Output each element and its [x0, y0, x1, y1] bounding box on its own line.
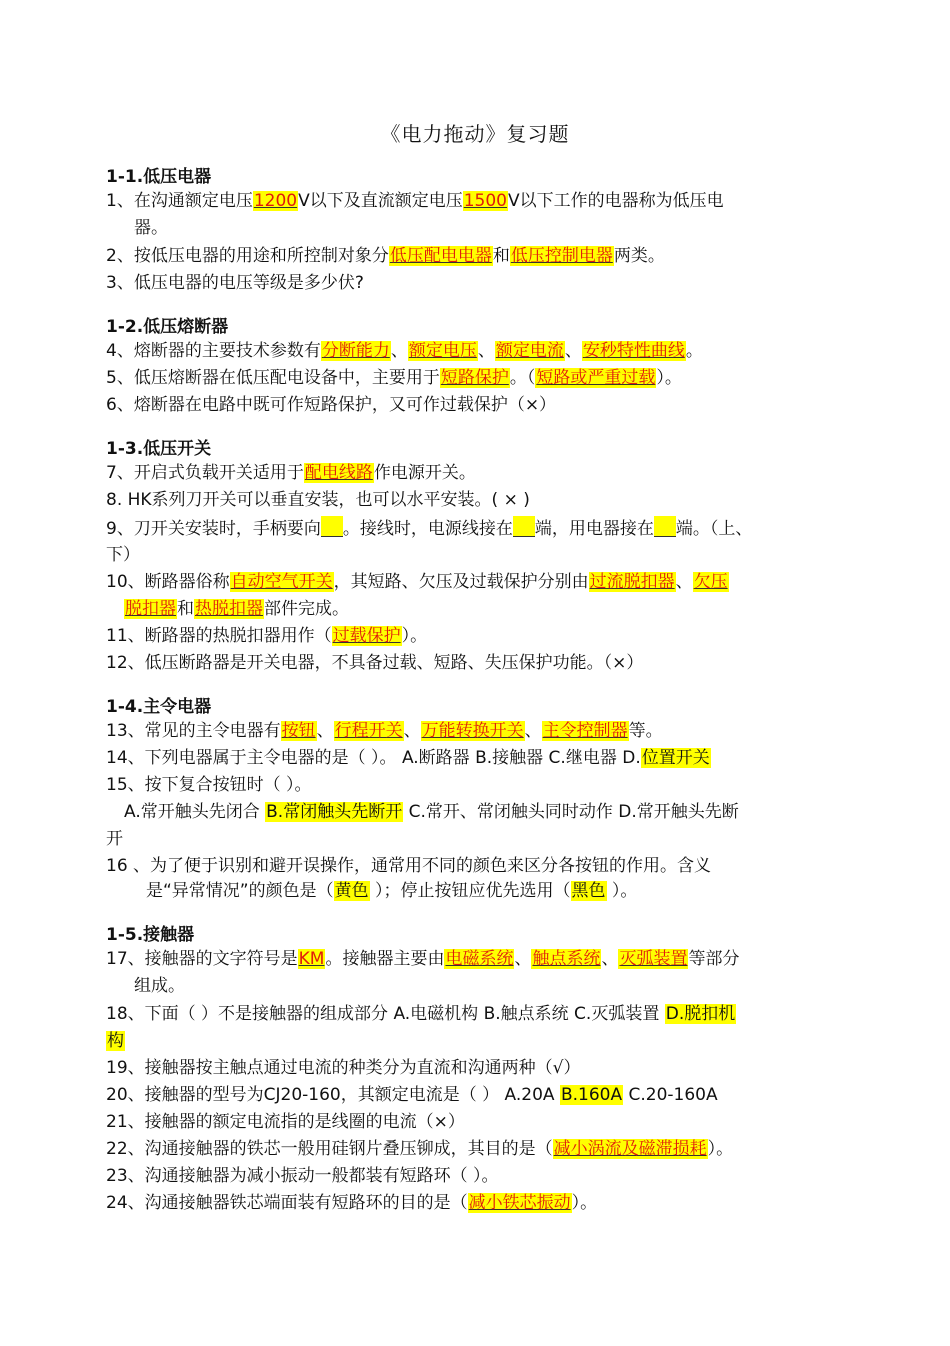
answer-highlight: 万能转换开关	[421, 721, 524, 741]
answer-highlight: 脱扣器	[125, 599, 176, 619]
answer-highlight: 1200	[253, 191, 298, 211]
question-line: 7、开启式负载开关适用于配电线路作电源开关。	[106, 463, 476, 483]
answer-highlight: 减小涡流及磁滞损耗	[553, 1139, 707, 1159]
answer-highlight: D.脱扣机	[665, 1004, 736, 1024]
question-line: 22、沟通接触器的铁芯一般用硅钢片叠压铆成，其目的是（减小涡流及磁滞损耗）。	[106, 1139, 734, 1159]
question-line: 5、低压熔断器在低压配电设备中，主要用于短路保护。（短路或严重过载）。	[106, 368, 682, 388]
answer-highlight: 主令控制器	[542, 721, 628, 741]
question-line: 21、接触器的额定电流指的是线圈的电流（×）	[106, 1112, 465, 1132]
answer-highlight: 1500	[463, 191, 507, 211]
question-line: 20、接触器的型号为CJ20-160，其额定电流是（ ） A.20A B.160A C.20-160A	[106, 1085, 718, 1105]
question-line: 2、按低压电器的用途和所控制对象分低压配电电器和低压控制电器两类。	[106, 246, 665, 266]
section-heading: 1-2.低压熔断器	[106, 317, 229, 337]
answer-highlight: B.常闭触头先断开	[266, 802, 403, 822]
answer-highlight: 热脱扣器	[195, 599, 263, 619]
answer-highlight: 低压控制电器	[510, 246, 613, 266]
question-line: 脱扣器和热脱扣器部件完成。	[125, 599, 349, 619]
answer-highlight: 过流脱扣器	[589, 572, 675, 592]
answer-highlight: 欠压	[693, 572, 728, 592]
question-line	[106, 1029, 125, 1053]
answer-blank	[321, 516, 343, 537]
answer-blank	[654, 516, 676, 537]
question-line: 3、低压电器的电压等级是多少伏?	[106, 273, 364, 293]
question-line: 组成。	[134, 976, 185, 996]
question-line: 16 、为了便于识别和避开误操作，通常用不同的颜色来区分各按钮的作用。含义	[106, 856, 712, 876]
section-heading: 1-4.主令电器	[106, 697, 212, 717]
answer-highlight: KM	[298, 949, 325, 969]
answer-highlight: 减小铁芯振动	[468, 1193, 571, 1213]
section-heading: 1-5.接触器	[106, 925, 195, 945]
question-line: 14、下列电器属于主令电器的是（ ）。 A.断路器 B.接触器 C.继电器 D.位置开关	[106, 748, 710, 768]
question-line: 12、低压断路器是开关电器，不具备过载、短路、失压保护功能。（×）	[106, 653, 644, 673]
question-line: 10、断路器俗称自动空气开关，其短路、欠压及过载保护分别由过流脱扣器、欠压	[106, 572, 728, 592]
answer-highlight: 短路或严重过载	[536, 368, 656, 388]
question-line: 17、接触器的文字符号是KM。接触器主要由电磁系统、触点系统、灭弧装置等部分	[106, 949, 740, 969]
section-heading: 1-3.低压开关	[106, 439, 212, 459]
question-line: 器。	[134, 218, 168, 238]
answer-highlight: 配电线路	[304, 463, 373, 483]
answer-highlight: 构	[107, 1031, 124, 1051]
question-line: 8. HK系列刀开关可以垂直安装，也可以水平安装。( × )	[106, 490, 530, 510]
answer-highlight: 自动空气开关	[230, 572, 333, 592]
question-line: 11、断路器的热脱扣器用作（过载保护）。	[106, 626, 428, 646]
question-line: 1、在沟通额定电压1200V以下及直流额定电压1500V以下工作的电器称为低压电	[106, 191, 724, 211]
answer-blank	[513, 516, 535, 537]
answer-highlight: 电磁系统	[445, 949, 514, 969]
answer-highlight: 分断能力	[321, 341, 390, 361]
answer-highlight: 黄色	[334, 881, 369, 901]
answer-highlight: 触点系统	[532, 949, 601, 969]
answer-highlight: 行程开关	[334, 721, 403, 741]
question-line: 13、常见的主令电器有按钮、行程开关、万能转换开关、主令控制器等。	[106, 721, 663, 741]
question-line: A.常开触头先闭合 B.常闭触头先断开 C.常开、常闭触头同时动作 D.常开触头先断	[124, 802, 739, 822]
question-line: 18、下面（ ）不是接触器的组成部分 A.电磁机构 B.触点系统 C.灭弧装置 D.脱扣机	[106, 1004, 736, 1024]
question-line: 6、熔断器在电路中既可作短路保护，又可作过载保护（×）	[106, 395, 557, 415]
question-line: 下）	[106, 545, 140, 565]
question-line: 4、熔断器的主要技术参数有分断能力、额定电压、额定电流、安秒特性曲线。	[106, 341, 703, 361]
question-line: 15、按下复合按钮时（ ）。	[106, 775, 312, 795]
answer-highlight: 位置开关	[641, 748, 710, 768]
answer-highlight: B.160A	[560, 1085, 623, 1105]
question-line: 开	[106, 829, 123, 849]
answer-highlight: 额定电压	[408, 341, 477, 361]
answer-highlight: 按钮	[281, 721, 316, 741]
page-title: 《电力拖动》复习题	[380, 122, 570, 146]
answer-highlight: 额定电流	[495, 341, 564, 361]
answer-highlight: 灭弧装置	[619, 949, 688, 969]
question-line: 是“异常情况”的颜色是（黄色 ）；停止按钮应优先选用（黑色 ）。	[146, 881, 638, 901]
answer-highlight: 短路保护	[440, 368, 509, 388]
answer-highlight: 黑色	[571, 881, 606, 901]
question-line: 19、接触器按主触点通过电流的种类分为直流和沟通两种（√）	[106, 1058, 581, 1078]
answer-highlight: 安秒特性曲线	[582, 341, 685, 361]
question-line: 9、刀开关安装时，手柄要向 。接线时，电源线接在 端，用电器接在 端。（上、	[106, 516, 752, 541]
question-line: 23、沟通接触器为减小振动一般都装有短路环（ ）。	[106, 1166, 499, 1186]
answer-highlight: 低压配电电器	[389, 246, 492, 266]
question-line: 24、沟通接触器铁芯端面装有短路环的目的是（减小铁芯振动）。	[106, 1193, 598, 1213]
answer-highlight: 过载保护	[332, 626, 401, 646]
section-heading: 1-1.低压电器	[106, 167, 212, 187]
